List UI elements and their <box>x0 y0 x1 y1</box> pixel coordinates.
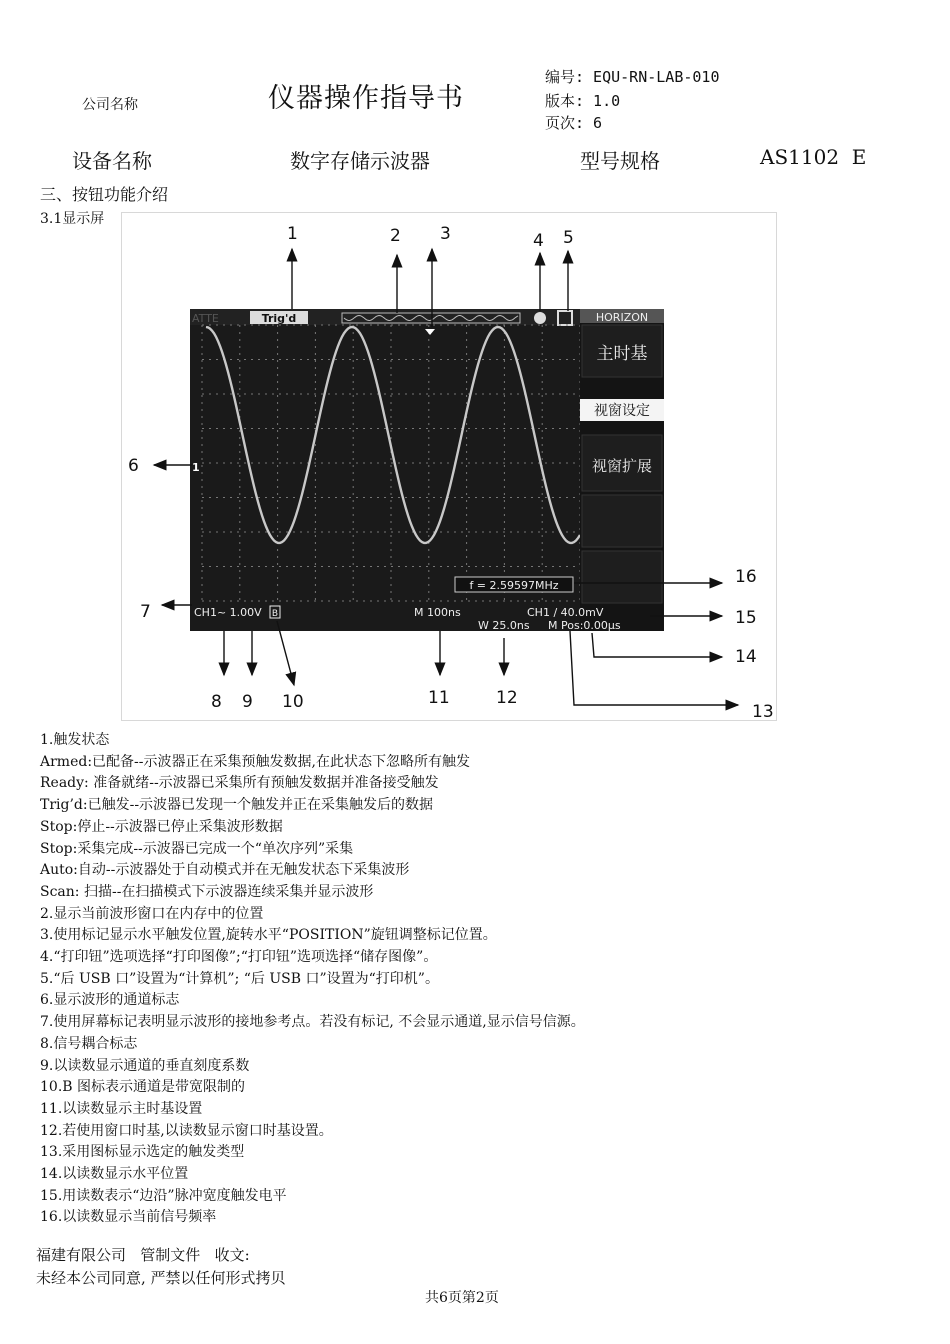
note-line: 7.使用屏幕标记表明显示波形的接地参考点。若没有标记, 不会显示通道,显示信号信源。 <box>40 1014 585 1031</box>
note-line: 4.“打印钮”选项选择“打印图像”;“打印钮”选项选择“储存图像”。 <box>40 949 438 966</box>
callout-11: 11 <box>428 688 450 708</box>
note-line: 11.以读数显示主时基设置 <box>40 1100 203 1117</box>
menu-item-empty-4[interactable] <box>582 495 662 547</box>
notes-list <box>40 730 585 1229</box>
trigger-level-readout: CH1 ∕ 40.0mV <box>527 606 604 619</box>
callout-7: 7 <box>140 602 151 622</box>
horizontal-position-readout: M Pos:0.00μs <box>548 619 621 632</box>
document-page: 页次: 6 <box>545 114 603 132</box>
note-line: 12.若使用窗口时基,以读数显示窗口时基设置。 <box>40 1122 333 1139</box>
note-line: Stop:采集完成--示波器已完成一个“单次序列”采集 <box>40 840 354 857</box>
section-title: 三、按钮功能介绍 <box>40 185 169 204</box>
menu-item-window-set-label: 视窗设定 <box>594 403 650 419</box>
note-line: Ready: 准备就绪--示波器已采集所有预触发数据并准备接受触发 <box>40 775 439 792</box>
channel-marker: 1 <box>192 461 200 474</box>
note-line: 5.“后 USB 口”设置为“计算机”; “后 USB 口”设置为“打印机”。 <box>40 970 439 987</box>
main-timebase-readout: M 100ns <box>414 606 461 619</box>
note-line: Stop:停止--示波器已停止采集波形数据 <box>40 818 283 835</box>
callout-10: 10 <box>282 692 304 712</box>
note-line: 16.以读数显示当前信号频率 <box>40 1209 217 1226</box>
note-line: 10.B 图标表示通道是带宽限制的 <box>40 1079 246 1096</box>
menu-item-window-zoom-label: 视窗扩展 <box>591 457 653 475</box>
page-count: 共6页第2页 <box>425 1290 499 1306</box>
equipment-name-label: 设备名称 <box>72 149 152 173</box>
callout-14: 14 <box>735 647 757 667</box>
note-line: 8.信号耦合标志 <box>40 1035 138 1052</box>
equipment-name-value: 数字存储示波器 <box>290 149 430 173</box>
document-title: 仪器操作指导书 <box>268 83 464 114</box>
note-line: 1.触发状态 <box>40 732 110 748</box>
print-icon <box>534 312 546 324</box>
menu-item-main-timebase-label: 主时基 <box>596 344 648 364</box>
callout-2: 2 <box>390 226 401 246</box>
model-value: AS1102 E <box>760 145 867 169</box>
bw-limit-icon: B <box>271 609 279 619</box>
document-version: 版本: 1.0 <box>545 92 621 110</box>
note-line: 9.以读数显示通道的垂直刻度系数 <box>40 1057 250 1074</box>
model-label: 型号规格 <box>580 149 660 173</box>
subsection-title: 3.1显示屏 <box>40 211 105 227</box>
callout-12: 12 <box>496 688 518 708</box>
note-line: 13.采用图标显示选定的触发类型 <box>40 1144 245 1161</box>
svg-text:ATTE: ATTE <box>192 312 219 325</box>
note-line: Armed:已配备--示波器正在采集预触发数据,在此状态下忽略所有触发 <box>40 753 470 770</box>
callout-3: 3 <box>440 224 451 244</box>
callout-13: 13 <box>752 702 774 720</box>
note-line: 14.以读数显示水平位置 <box>40 1166 189 1183</box>
callout-16: 16 <box>735 567 757 587</box>
note-line: 6.显示波形的通道标志 <box>40 992 180 1009</box>
trigger-status: Trig'd <box>261 312 297 325</box>
menu-item-empty-5[interactable] <box>582 551 662 603</box>
callout-9: 9 <box>242 692 253 712</box>
window-timebase-readout: W 25.0ns <box>478 619 530 632</box>
callout-8: 8 <box>211 692 222 712</box>
frequency-readout: f = 2.59597MHz <box>469 579 559 592</box>
callout-5: 5 <box>563 228 574 248</box>
footer-company: 福建有限公司 管制文件 收文: <box>36 1246 250 1264</box>
note-line: 15.用读数表示“边沿”脉冲宽度触发电平 <box>40 1187 287 1204</box>
note-line: Trig’d:已触发--示波器已发现一个触发并正在采集触发后的数据 <box>40 797 434 814</box>
oscilloscope-screen-figure <box>121 212 777 721</box>
menu-header: HORIZON <box>595 311 649 324</box>
note-line: 2.显示当前波形窗口在内存中的位置 <box>40 905 264 922</box>
company-name: 公司名称 <box>82 97 138 113</box>
note-line: Scan: 扫描--在扫描模式下示波器连续采集并显示波形 <box>40 883 374 900</box>
callout-4: 4 <box>533 231 544 251</box>
note-line: Auto:自动--示波器处于自动模式并在无触发状态下采集波形 <box>40 862 410 879</box>
note-line: 3.使用标记显示水平触发位置,旋转水平“POSITION”旋钮调整标记位置。 <box>40 927 497 944</box>
callout-1: 1 <box>287 224 298 244</box>
document-number: 编号: EQU-RN-LAB-010 <box>545 68 720 86</box>
callout-15: 15 <box>735 608 757 628</box>
ch1-scale-readout: CH1~ 1.00V <box>194 606 262 619</box>
footer-copyright: 未经本公司同意, 严禁以任何形式拷贝 <box>36 1269 286 1287</box>
callout-6: 6 <box>128 456 139 476</box>
